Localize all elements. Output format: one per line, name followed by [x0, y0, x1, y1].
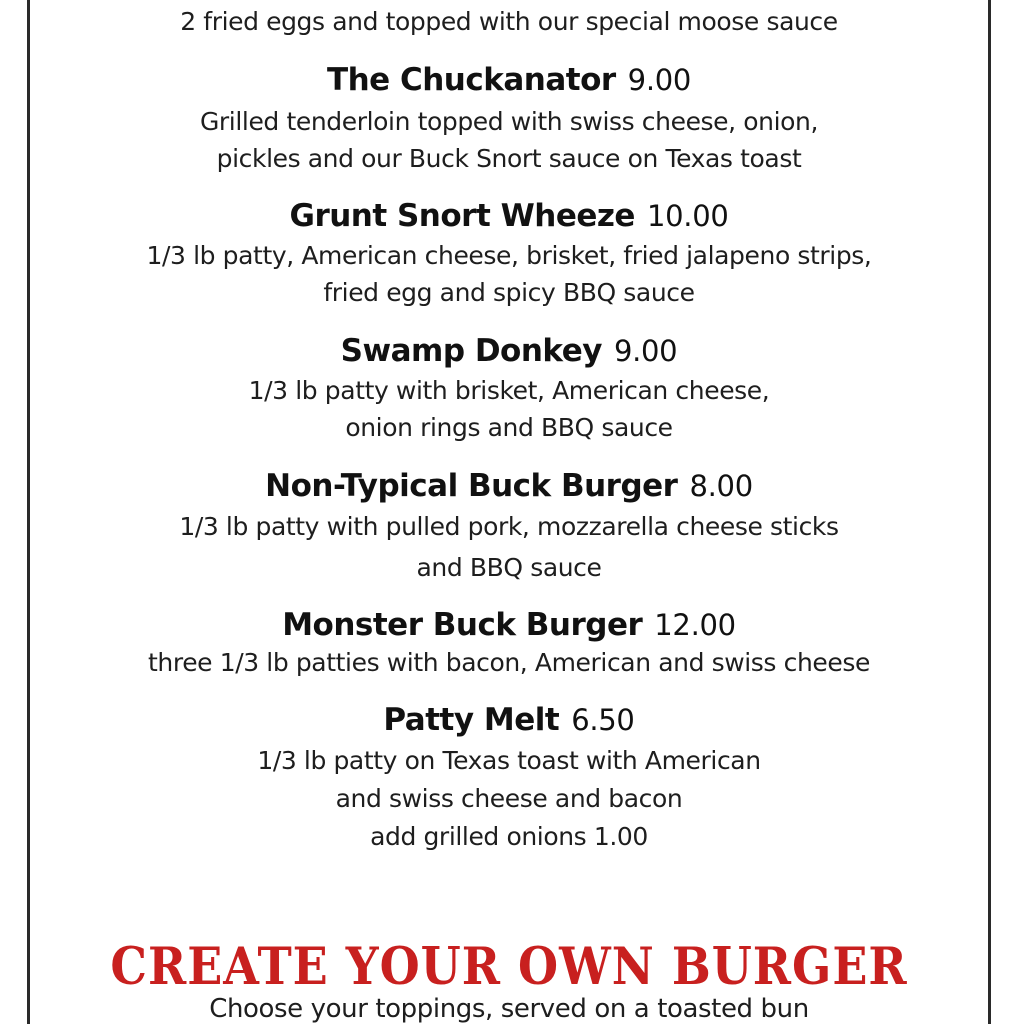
menu-item-name: Monster Buck Burger — [282, 607, 643, 643]
menu-item-title — [30, 467, 988, 510]
menu-item-price: 12.00 — [654, 608, 736, 642]
menu-item-price: 10.00 — [646, 199, 729, 233]
menu-item-description-line: fried egg and spicy BBQ sauce — [323, 278, 695, 307]
create-burger-heading: CREATE YOUR OWN BURGER — [110, 935, 908, 997]
menu-item-description-line: and BBQ sauce — [416, 553, 602, 582]
menu-item-description-line: onion rings and BBQ sauce — [345, 413, 673, 442]
menu-item-description-line: three 1/3 lb patties with bacon, American and swiss cheese — [148, 648, 870, 677]
menu-item-price: 9.00 — [627, 63, 692, 97]
menu-item-name: Patty Melt — [383, 702, 560, 738]
menu-item-name: The Chuckanator — [326, 62, 616, 98]
create-burger-subtitle: Choose your toppings, served on a toasted bun — [209, 994, 809, 1024]
menu-item-description-line: add grilled onions 1.00 — [370, 822, 648, 851]
menu-item-price: 9.00 — [613, 334, 678, 368]
menu-border-right — [988, 0, 991, 1024]
menu-item-title — [30, 332, 988, 375]
menu-item-name: Grunt Snort Wheeze — [289, 198, 635, 234]
menu-item-title — [30, 606, 988, 649]
menu-item-description-line: 1/3 lb patty on Texas toast with American — [257, 746, 761, 775]
previous-item-description-line: 2 fried eggs and topped with our special moose sauce — [180, 7, 838, 36]
menu-item-title — [30, 197, 988, 240]
menu-item-description-line: Grilled tenderloin topped with swiss cheese, onion, — [199, 107, 819, 136]
menu-item-name: Non-Typical Buck Burger — [265, 468, 678, 504]
menu-item-description-line: 1/3 lb patty with pulled pork, mozzarella cheese sticks — [179, 512, 839, 541]
menu-item-price: 6.50 — [571, 703, 635, 737]
menu-item-title — [30, 701, 988, 744]
menu-item-description-line: 1/3 lb patty, American cheese, brisket, fried jalapeno strips, — [146, 241, 872, 270]
menu-item-price: 8.00 — [689, 469, 753, 503]
menu-item-description-line: pickles and our Buck Snort sauce on Texas toast — [216, 144, 802, 173]
menu-item-description-line: 1/3 lb patty with brisket, American cheese, — [248, 376, 770, 405]
menu-item-description-line: and swiss cheese and bacon — [335, 784, 683, 813]
menu-item-name: Swamp Donkey — [340, 333, 602, 369]
menu-item-title — [30, 61, 988, 104]
